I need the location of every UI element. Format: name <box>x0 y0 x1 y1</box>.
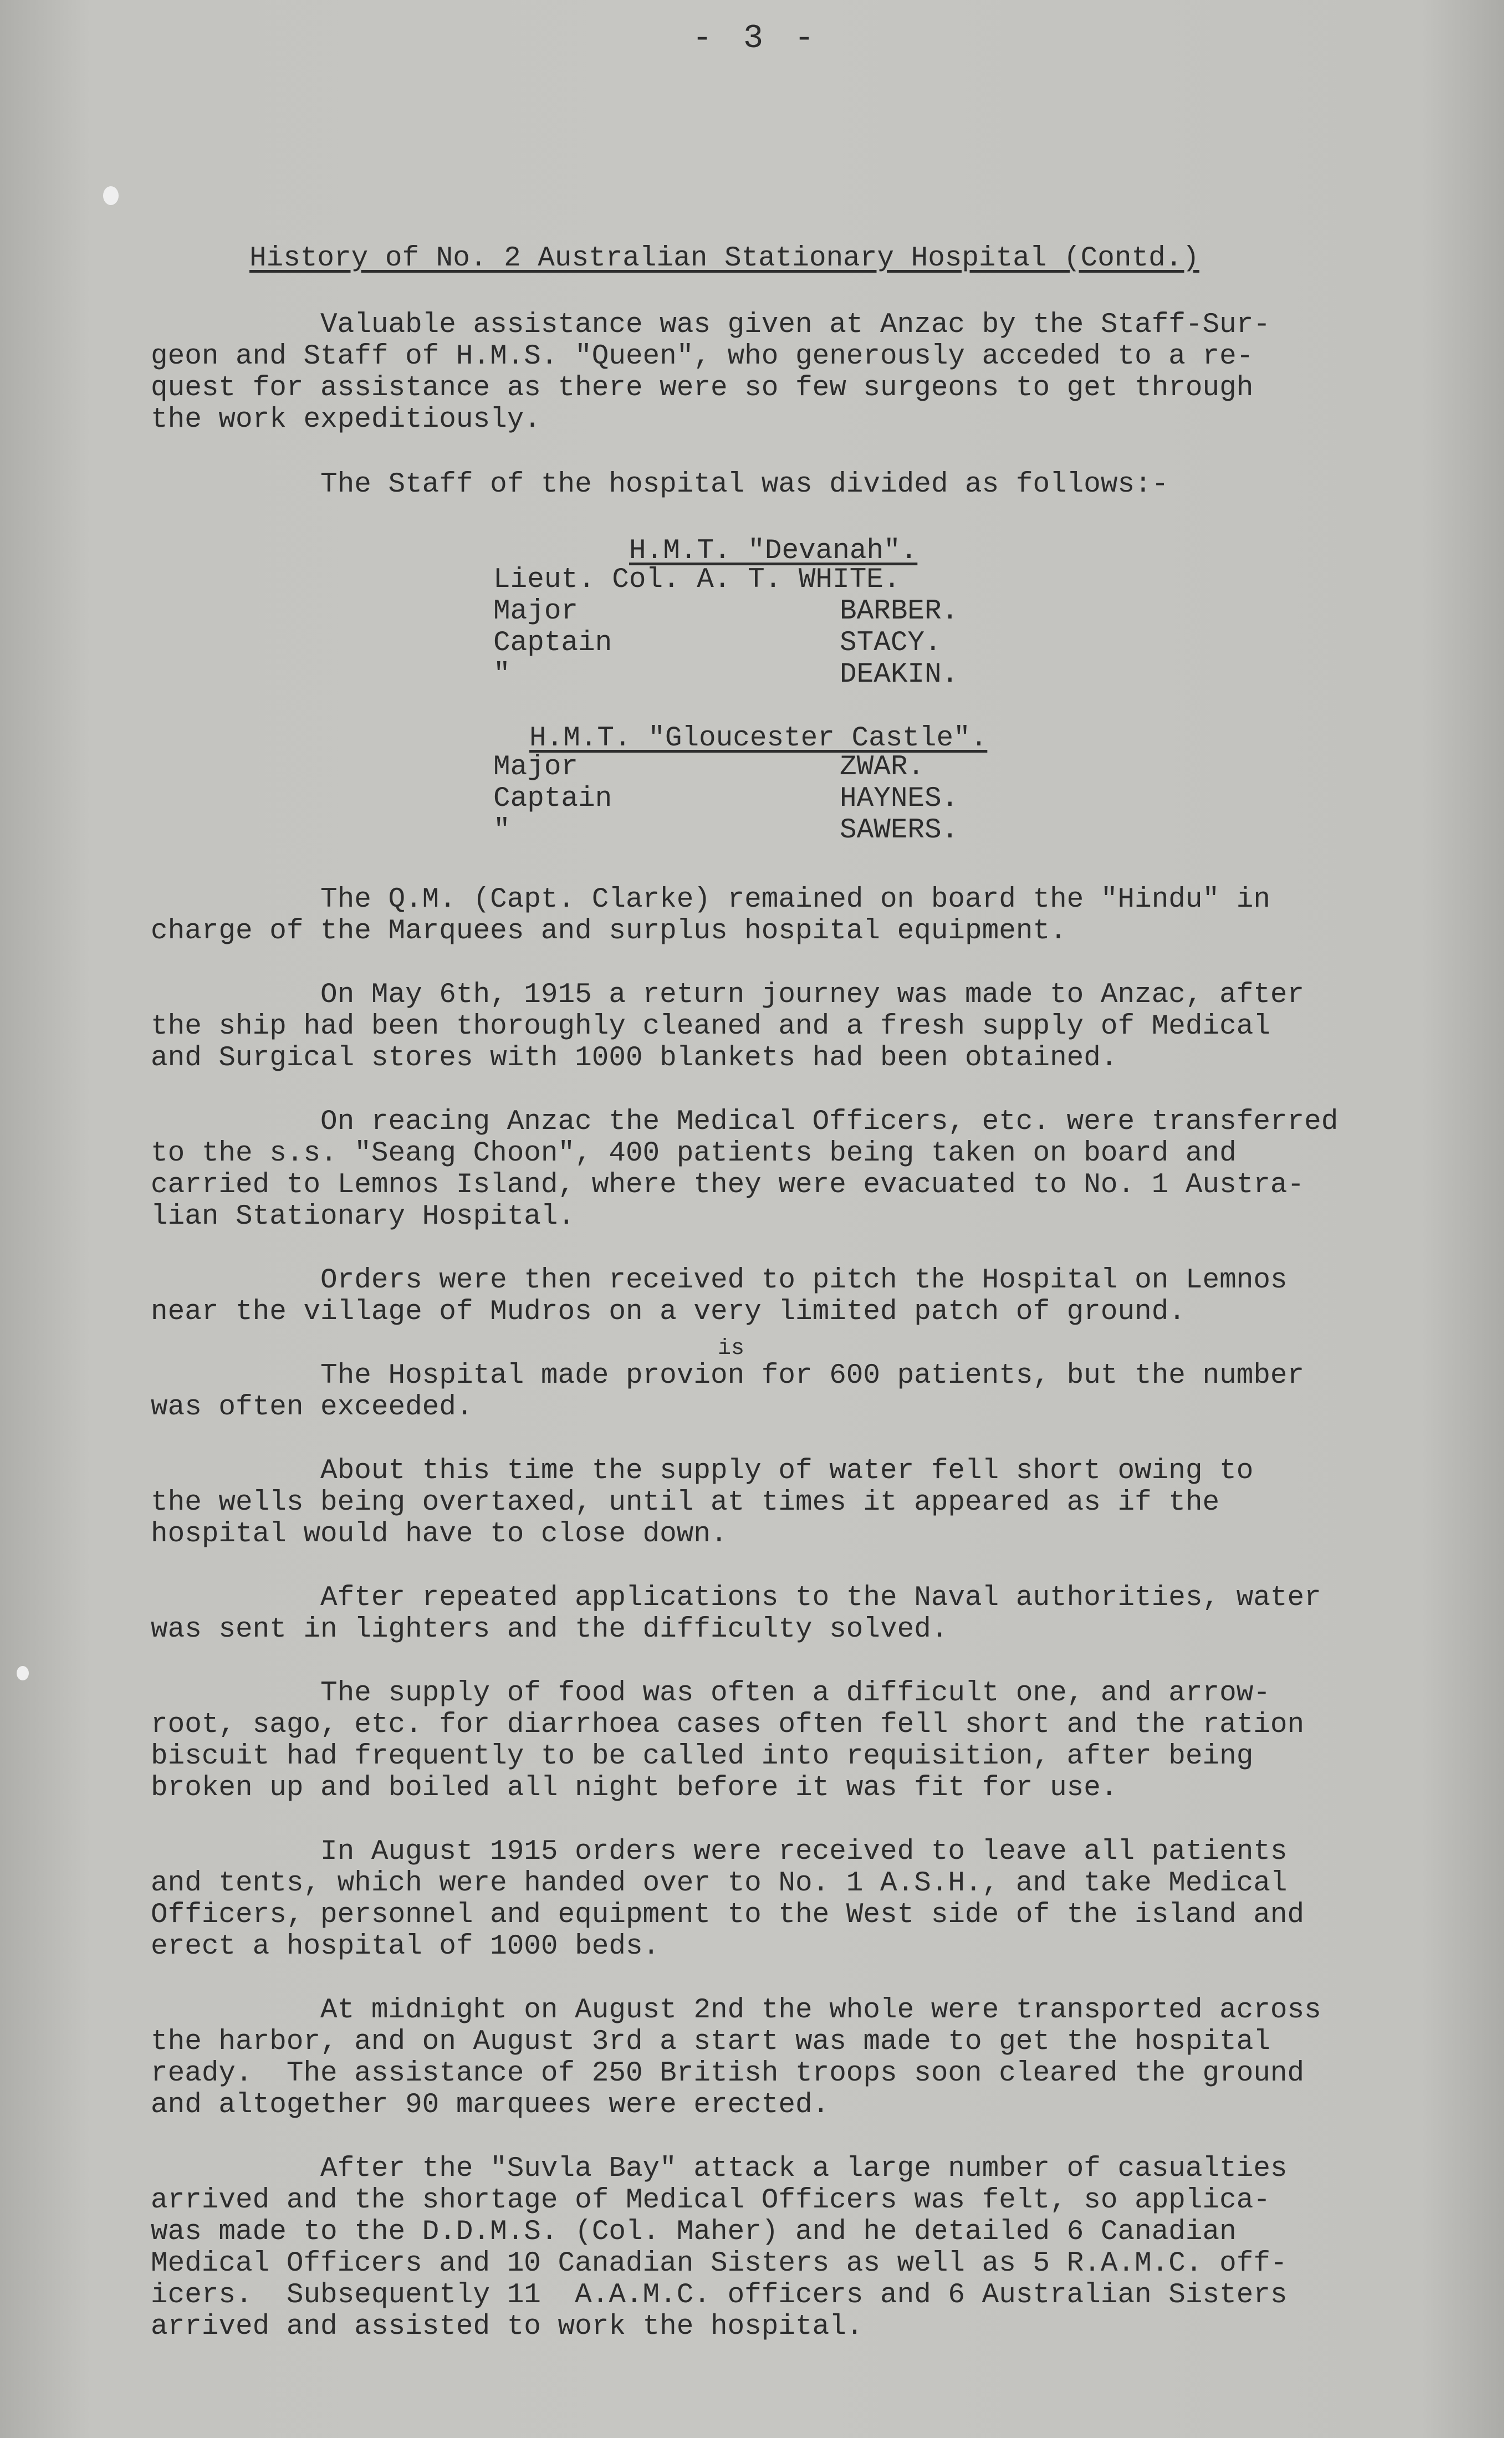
staff-rank: Lieut. Col. A. T. WHITE. <box>493 564 901 596</box>
paragraph-food-supply: The supply of food was often a difficult one, and arrow- root, sago, etc. for diarrhoea cases often fell short and the ration biscuit had frequently to be called into requisition, after being broken up and boiled all night before it was fit for use. <box>151 1678 1305 1804</box>
paragraph-staff-division: The Staff of the hospital was divided as follows:- <box>151 469 1169 500</box>
ship-title-gloucester-castle: H.M.T. "Gloucester Castle". <box>529 723 988 754</box>
staff-rank: " <box>493 659 510 691</box>
staff-rank: Major <box>493 596 579 627</box>
paragraph-august-orders: In August 1915 orders were received to leave all patients and tents, which were handed over to No. 1 A.S.H., and take Medical Officers, personnel and equipment to the West side of the island and erect a hospital of 1000 beds. <box>151 1836 1305 1962</box>
staff-name: DEAKIN. <box>840 659 959 691</box>
page-edge <box>1504 0 1512 2438</box>
staff-rank: Captain <box>493 783 612 815</box>
paper-blemish <box>17 1666 29 1680</box>
page-number: - 3 - <box>692 20 820 58</box>
paper-blemish <box>103 186 119 205</box>
paragraph-water-supply: About this time the supply of water fell short owing to the wells being overtaxed, until at times it appeared as if the hospital would have to close down. <box>151 1455 1254 1550</box>
staff-name: STACY. <box>840 627 942 659</box>
staff-rank: " <box>493 815 510 846</box>
staff-name: HAYNES. <box>840 783 959 815</box>
paragraph-seang-choon: On reacing Anzac the Medical Officers, etc. were transferred to the s.s. "Seang Choon", 400 patients being taken on board and carried to Lemnos Island, where they were evacuated to No. 1 Austra- lian Stationary Hospital. <box>151 1106 1339 1233</box>
page-heading: History of No. 2 Australian Stationary Hospital (Contd.) <box>249 243 1199 274</box>
staff-name: ZWAR. <box>840 752 925 783</box>
staff-name: SAWERS. <box>840 815 959 846</box>
paragraph-hospital-capacity: The Hospital made provion for 600 patients, but the number was often exceeded. <box>151 1360 1305 1423</box>
ship-title-devanah: H.M.T. "Devanah". <box>629 535 918 567</box>
paragraph-midnight-transport: At midnight on August 2nd the whole were transported across the harbor, and on August 3rd a start was made to get the hospital ready. The assistance of 250 British troops soon cleared the ground and altogether 90 marquees were erected. <box>151 1995 1321 2121</box>
paragraph-lemnos-orders: Orders were then received to pitch the Hospital on Lemnos near the village of Mudros on a very limited patch of ground. <box>151 1265 1288 1328</box>
paragraph-quartermaster: The Q.M. (Capt. Clarke) remained on board the "Hindu" in charge of the Marquees and surplus hospital equipment. <box>151 884 1270 947</box>
paragraph-naval-lighters: After repeated applications to the Naval authorities, water was sent in lighters and the difficulty solved. <box>151 1582 1321 1645</box>
paragraph-suvla-bay: After the "Suvla Bay" attack a large number of casualties arrived and the shortage of Medical Officers was felt, so applica- was made to the D.D.M.S. (Col. Maher) and he detailed 6 Canadian Medical Officers and 10 Canadian Sisters as well as 5 R.A.M.C. off- icers. Subsequently 11 A.A.M.C. officers and 6 Australian Sisters arrived and assisted to work the hospital. <box>151 2153 1288 2343</box>
interlinear-insertion: is <box>718 1336 745 1361</box>
staff-rank: Captain <box>493 627 612 659</box>
staff-rank: Major <box>493 752 579 783</box>
paragraph-return-journey: On May 6th, 1915 a return journey was made to Anzac, after the ship had been thoroughly cleaned and a fresh supply of Medical and Surgical stores with 1000 blankets had been obtained. <box>151 979 1305 1074</box>
paragraph-staff-surgeon: Valuable assistance was given at Anzac by the Staff-Sur- geon and Staff of H.M.S. "Queen", who generously acceded to a re- quest for assistance as there were so few surgeons to get through the work expeditiously. <box>151 309 1270 436</box>
staff-name: BARBER. <box>840 596 959 627</box>
